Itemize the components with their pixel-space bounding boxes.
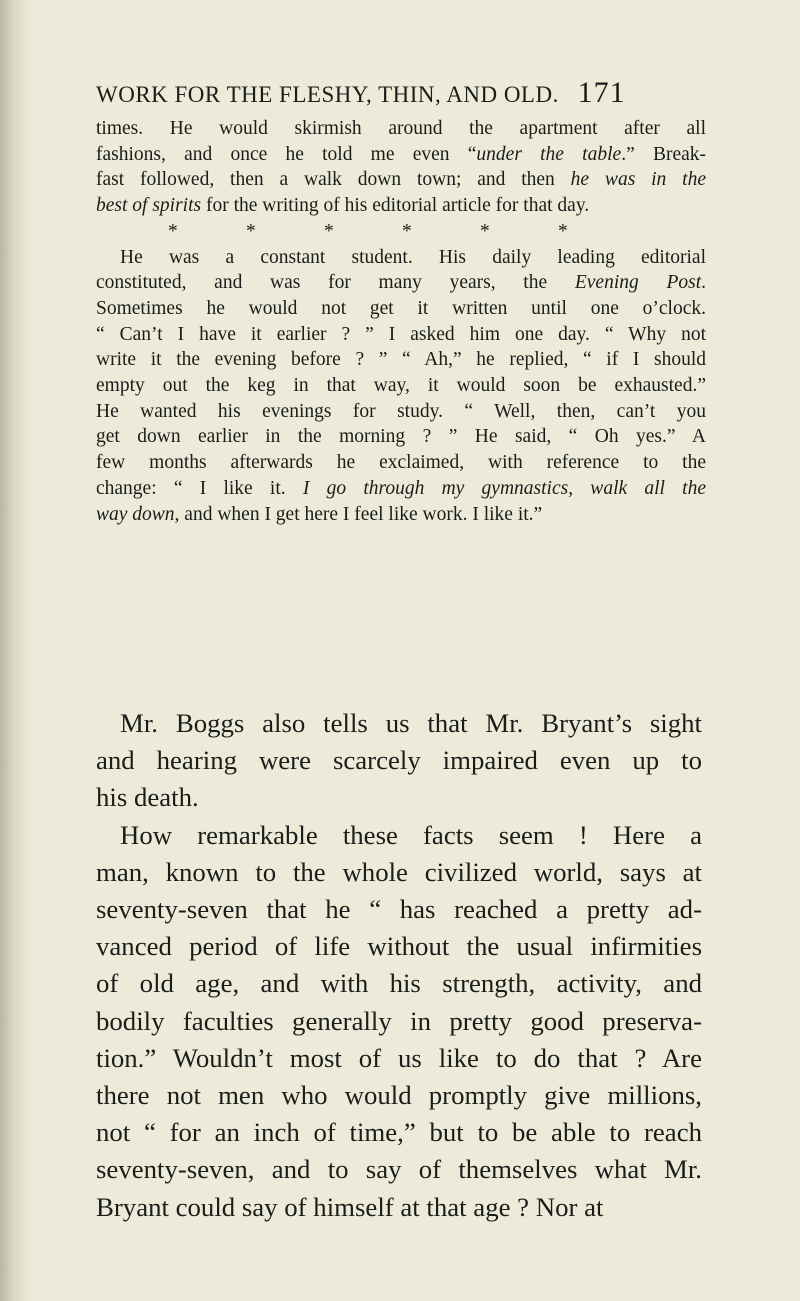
quoted-passage <box>96 116 706 527</box>
text-line: Sometimes he would not get it written until one o’clock. <box>96 297 706 319</box>
text-line: He wanted his evenings for study. “ Well, then, can’t you <box>96 400 706 422</box>
asterisk: * <box>324 220 334 242</box>
text-line: there not men who would promptly give millions, <box>96 1080 702 1111</box>
asterisk: * <box>480 220 490 242</box>
section-break-asterisks <box>96 219 706 245</box>
asterisk: * <box>558 220 568 242</box>
text-line: fashions, and once he told me even “under the table.” Break- <box>96 143 706 165</box>
text-line: fast followed, then a walk down town; and then he was in the <box>96 169 706 191</box>
asterisk: * <box>402 220 412 242</box>
text-line: write it the evening before ? ” “ Ah,” he replied, “ if I should <box>96 349 706 371</box>
text-line: times. He would skirmish around the apartment after all <box>96 118 706 139</box>
page-number: 171 <box>577 76 626 109</box>
text-line: He was a constant student. His daily leading editorial <box>120 246 706 268</box>
text-line: vanced period of life without the usual infirmities <box>96 931 702 962</box>
text-line: and hearing were scarcely impaired even up to <box>96 745 702 776</box>
text-line: way down, and when I get here I feel like work. I like it.” <box>96 503 543 525</box>
text-line: Bryant could say of himself at that age ? Nor at <box>96 1191 604 1222</box>
page-edge-shadow <box>0 0 30 1301</box>
main-text <box>96 705 702 1226</box>
text-line: of old age, and with his strength, activity, and <box>96 968 702 999</box>
text-line: “ Can’t I have it earlier ? ” I asked him one day. “ Why not <box>96 323 706 345</box>
text-line: his death. <box>96 782 199 813</box>
text-line: seventy-seven that he “ has reached a pretty ad- <box>96 894 702 925</box>
text-line: tion.” Wouldn’t most of us like to do that ? Are <box>96 1042 702 1073</box>
running-head-title: WORK FOR THE FLESHY, THIN, AND OLD. <box>96 82 559 107</box>
text-line: empty out the keg in that way, it would soon be exhausted.” <box>96 375 706 397</box>
text-line: few months afterwards he exclaimed, with reference to the <box>96 452 706 474</box>
text-line: constituted, and was for many years, the Evening Post. <box>96 272 706 294</box>
asterisk: * <box>246 220 256 242</box>
text-line: bodily faculties generally in pretty good preserva- <box>96 1005 702 1036</box>
text-line: man, known to the whole civilized world, says at <box>96 856 702 887</box>
text-line: best of spirits for the writing of his editorial article for that day. <box>96 195 590 217</box>
running-header <box>96 76 696 110</box>
text-line: Mr. Boggs also tells us that Mr. Bryant’s sight <box>120 708 702 738</box>
text-line: seventy-seven, and to say of themselves what Mr. <box>96 1154 702 1185</box>
text-line: get down earlier in the morning ? ” He said, “ Oh yes.” A <box>96 426 706 448</box>
text-line: How remarkable these facts seem ! Here a <box>120 819 702 850</box>
text-line: change: “ I like it. I go through my gymnastics, walk all the <box>96 477 707 499</box>
asterisk: * <box>168 220 178 242</box>
text-line: not “ for an inch of time,” but to be able to reach <box>96 1117 702 1148</box>
